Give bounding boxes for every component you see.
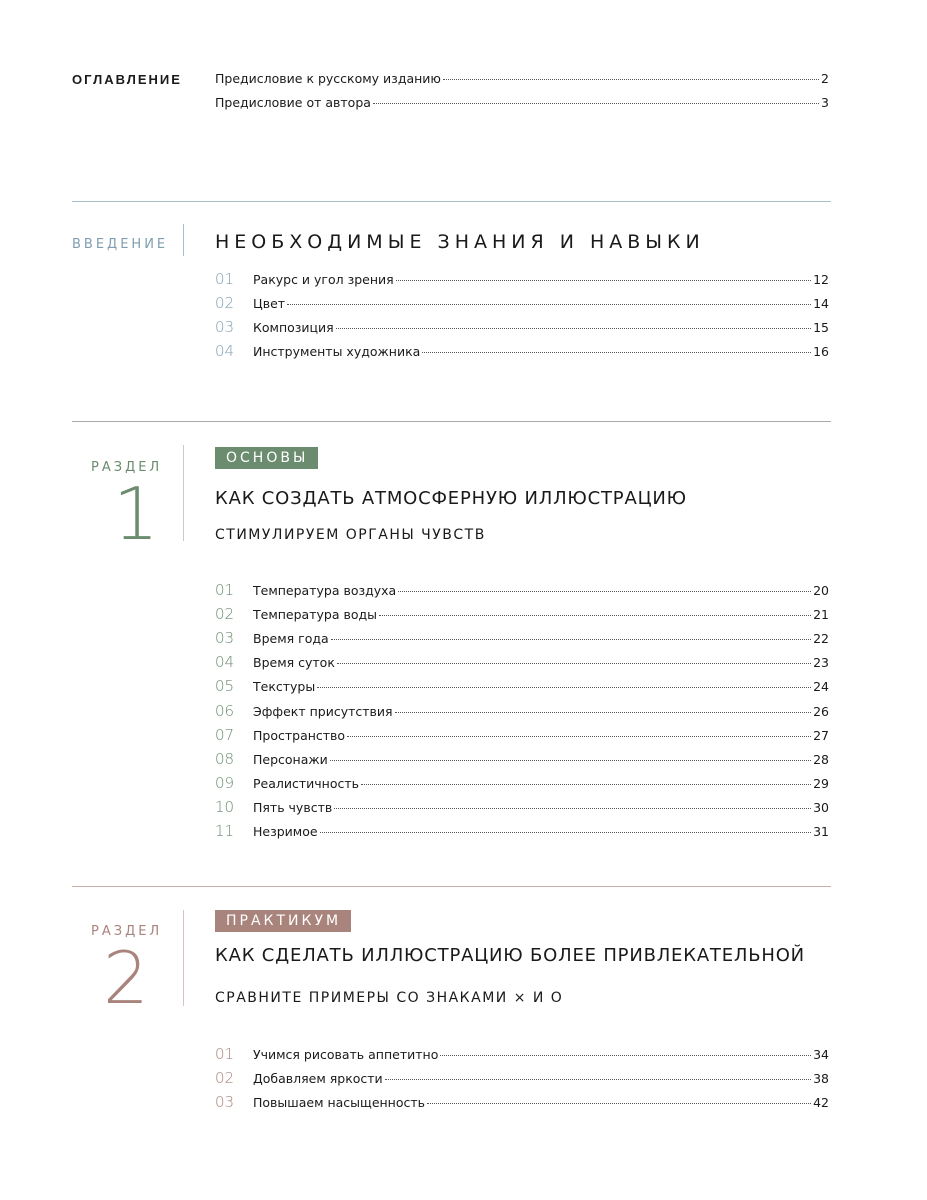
section2-divider xyxy=(72,886,831,887)
entry-number: 03 xyxy=(215,318,235,336)
toc-entry[interactable] xyxy=(215,1069,829,1089)
entry-number: 02 xyxy=(215,294,235,312)
section2-tag: ПРАКТИКУМ xyxy=(215,910,351,932)
entry-page: 31 xyxy=(813,824,829,839)
toc-entry[interactable] xyxy=(215,798,829,818)
dot-leader xyxy=(443,79,819,80)
toc-entry[interactable] xyxy=(215,726,829,746)
toc-entry[interactable] xyxy=(215,822,829,842)
toc-entry[interactable] xyxy=(215,1093,829,1113)
toc-entry[interactable] xyxy=(215,605,829,625)
entry-label: Цвет xyxy=(253,296,286,311)
entry-label: Пространство xyxy=(253,727,346,743)
entry-page: 16 xyxy=(813,344,829,359)
toc-entry[interactable] xyxy=(215,342,829,362)
entry-number: 09 xyxy=(215,773,235,792)
entry-page: 29 xyxy=(813,775,829,791)
intro-label: ВВЕДЕНИЕ xyxy=(72,237,169,252)
entry-number: 02 xyxy=(215,605,235,624)
entry-number: 03 xyxy=(215,1093,235,1111)
dot-leader xyxy=(422,352,811,353)
dot-leader xyxy=(336,328,811,329)
entry-page: 22 xyxy=(813,631,829,647)
entry-page: 15 xyxy=(813,320,829,335)
toc-entry[interactable] xyxy=(215,1045,829,1065)
entry-page: 26 xyxy=(813,703,829,719)
intro-divider xyxy=(72,201,831,202)
section2-subtitle: СРАВНИТЕ ПРИМЕРЫ СО ЗНАКАМИ × И О xyxy=(215,990,564,1006)
entry-page: 34 xyxy=(813,1047,829,1062)
dot-leader xyxy=(385,1079,811,1080)
dot-leader xyxy=(320,832,812,833)
toc-entry[interactable] xyxy=(215,750,829,770)
entry-label: Композиция xyxy=(253,320,334,335)
entry-number: 04 xyxy=(215,342,235,360)
entry-number: 01 xyxy=(215,1045,235,1063)
entry-number: 08 xyxy=(215,749,235,768)
dot-leader xyxy=(427,1103,811,1104)
entry-label: Ракурс и угол зрения xyxy=(253,272,394,287)
section2-number: 2 xyxy=(103,936,149,1020)
entry-page: 3 xyxy=(821,95,829,110)
dot-leader xyxy=(337,663,811,664)
toc-entry[interactable] xyxy=(215,677,829,697)
toc-entry[interactable] xyxy=(215,71,829,91)
dot-leader xyxy=(334,808,811,809)
entry-label: Время суток xyxy=(253,655,335,671)
toc-entry[interactable] xyxy=(215,629,829,649)
entry-page: 21 xyxy=(813,607,829,623)
entry-page: 14 xyxy=(813,296,829,311)
dot-leader xyxy=(287,304,811,305)
entry-label: Учимся рисовать аппетитно xyxy=(253,1047,439,1062)
entry-label: Эффект присутствия xyxy=(253,703,393,719)
entry-label: Время года xyxy=(253,631,329,647)
entry-page: 20 xyxy=(813,583,829,598)
dot-leader xyxy=(398,591,811,592)
entry-number: 01 xyxy=(215,581,235,599)
dot-leader xyxy=(396,280,811,281)
section1-number: 1 xyxy=(113,472,159,556)
entry-number: 10 xyxy=(215,797,235,816)
section1-vertical-bar xyxy=(183,445,184,541)
entry-number: 11 xyxy=(215,822,235,840)
entry-label: Инструменты художника xyxy=(253,344,421,359)
toc-entry[interactable] xyxy=(215,581,829,601)
section1-title: КАК СОЗДАТЬ АТМОСФЕРНУЮ ИЛЛЮСТРАЦИЮ xyxy=(215,488,687,509)
entry-number: 05 xyxy=(215,677,235,696)
entry-label: Предисловие от автора xyxy=(215,95,371,110)
dot-leader xyxy=(395,712,812,713)
entry-label: Текстуры xyxy=(253,679,316,695)
entry-label: Незримое xyxy=(253,824,318,839)
entry-label: Температура воздуха xyxy=(253,583,397,598)
entry-page: 42 xyxy=(813,1095,829,1110)
toc-entry[interactable] xyxy=(215,270,829,290)
entry-label: Температура воды xyxy=(253,607,377,623)
dot-leader xyxy=(361,784,811,785)
toc-title: ОГЛАВЛЕНИЕ xyxy=(72,72,182,87)
section2-title: КАК СДЕЛАТЬ ИЛЛЮСТРАЦИЮ БОЛЕЕ ПРИВЛЕКАТЕЛЬНОЙ xyxy=(215,945,805,966)
entry-page: 12 xyxy=(813,272,829,287)
section1-divider xyxy=(72,421,831,422)
dot-leader xyxy=(317,687,811,688)
entry-label: Пять чувств xyxy=(253,799,333,815)
section1-subtitle: СТИМУЛИРУЕМ ОРГАНЫ ЧУВСТВ xyxy=(215,527,486,543)
entry-number: 06 xyxy=(215,701,235,720)
entry-number: 03 xyxy=(215,629,235,648)
entry-page: 2 xyxy=(821,71,829,86)
section1-label: РАЗДЕЛ xyxy=(91,460,163,475)
entry-number: 01 xyxy=(215,270,235,288)
section2-vertical-bar xyxy=(183,910,184,1006)
entry-page: 38 xyxy=(813,1071,829,1086)
intro-vertical-bar xyxy=(183,224,184,256)
dot-leader xyxy=(347,736,811,737)
dot-leader xyxy=(373,103,819,104)
entry-page: 24 xyxy=(813,679,829,695)
entry-number: 02 xyxy=(215,1069,235,1087)
dot-leader xyxy=(330,760,811,761)
toc-entry[interactable] xyxy=(215,653,829,673)
entry-number: 04 xyxy=(215,653,235,672)
intro-heading: НЕОБХОДИМЫЕ ЗНАНИЯ И НАВЫКИ xyxy=(215,231,705,253)
toc-entry[interactable] xyxy=(215,95,829,115)
toc-entry[interactable] xyxy=(215,294,829,314)
dot-leader xyxy=(331,639,811,640)
entry-label: Предисловие к русскому изданию xyxy=(215,71,441,86)
toc-entry[interactable] xyxy=(215,774,829,794)
section1-tag: ОСНОВЫ xyxy=(215,447,318,469)
entry-label: Повышаем насыщенность xyxy=(253,1095,426,1110)
entry-number: 07 xyxy=(215,725,235,744)
toc-entry[interactable] xyxy=(215,318,829,338)
entry-page: 30 xyxy=(813,799,829,815)
entry-label: Добавляем яркости xyxy=(253,1071,383,1086)
entry-page: 27 xyxy=(813,727,829,743)
entry-label: Персонажи xyxy=(253,751,328,767)
entry-page: 23 xyxy=(813,655,829,671)
toc-entry[interactable] xyxy=(215,702,829,722)
dot-leader xyxy=(440,1055,811,1056)
section2-label: РАЗДЕЛ xyxy=(91,924,163,939)
entry-label: Реалистичность xyxy=(253,775,360,791)
dot-leader xyxy=(379,615,811,616)
entry-page: 28 xyxy=(813,751,829,767)
